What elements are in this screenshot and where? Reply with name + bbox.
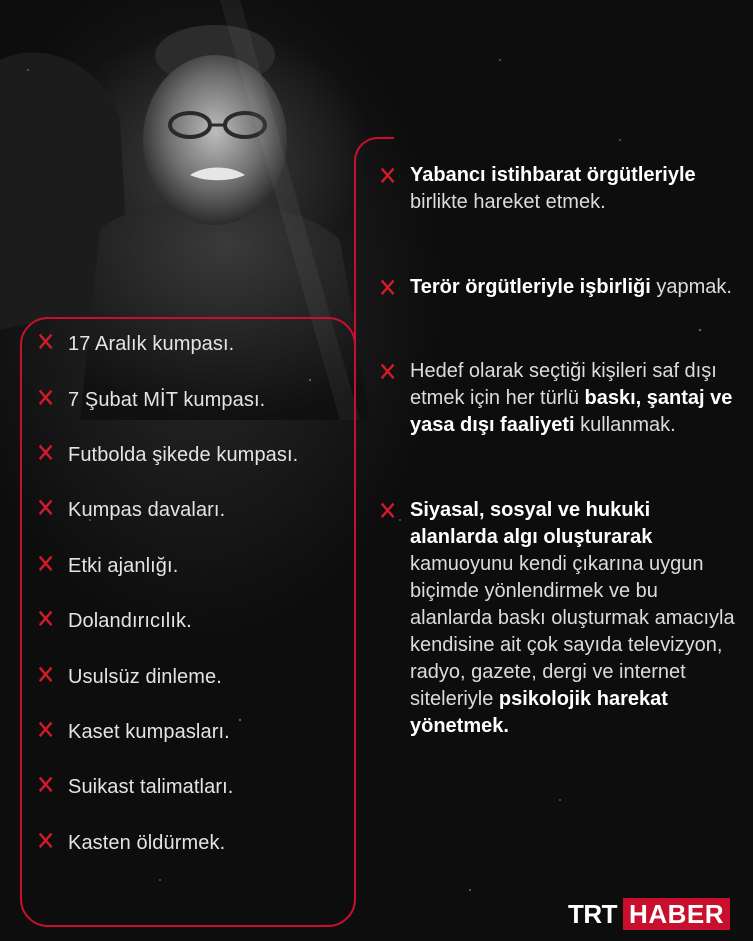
list-item: Dolandırıcılık. xyxy=(68,610,192,632)
x-bullet-icon: ✕ xyxy=(36,493,56,524)
right-list-item xyxy=(410,162,740,216)
item-text: kullanmak. xyxy=(574,414,676,436)
logo-trt-text: TRT xyxy=(568,898,618,929)
right-list-item xyxy=(410,358,740,439)
x-bullet-icon: ✕ xyxy=(36,826,56,857)
x-bullet-icon: ✕ xyxy=(378,496,398,527)
list-item: Usulsüz dinleme. xyxy=(68,666,222,688)
list-item: Futbolda şikede kumpası. xyxy=(68,444,299,466)
item-bold-text: baskı, şantaj ve yasa dışı faaliyeti xyxy=(410,387,733,436)
x-bullet-icon: ✕ xyxy=(378,273,398,304)
x-bullet-icon: ✕ xyxy=(36,660,56,691)
x-bullet-icon: ✕ xyxy=(378,161,398,192)
item-bold-text: Siyasal, sosyal ve hukuki alanlarda algı oluşturarak xyxy=(410,499,653,548)
x-bullet-icon: ✕ xyxy=(36,383,56,414)
right-list-frame xyxy=(354,137,394,801)
list-item: Kasten öldürmek. xyxy=(68,832,226,854)
trt-haber-logo xyxy=(568,898,730,930)
list-item: Etki ajanlığı. xyxy=(68,555,179,577)
list-item: 7 Şubat MİT kumpası. xyxy=(68,389,266,411)
x-bullet-icon: ✕ xyxy=(36,770,56,801)
list-item: Kaset kumpasları. xyxy=(68,721,230,743)
item-text: kamuoyunu kendi çıkarına uygun biçimde yönlendirmek ve bu alanlarda baskı oluşturmak amacıyla kendisine ait çok sayıda televizyon, radyo, gazete, dergi ve internet siteleriyle xyxy=(410,553,735,710)
x-bullet-icon: ✕ xyxy=(378,357,398,388)
x-bullet-icon: ✕ xyxy=(36,438,56,469)
item-bold-text: Yabancı istihbarat örgütleriyle xyxy=(410,164,696,186)
x-bullet-icon: ✕ xyxy=(36,549,56,580)
right-list-item xyxy=(410,497,740,740)
list-item: 17 Aralık kumpası. xyxy=(68,333,235,355)
x-bullet-icon: ✕ xyxy=(36,327,56,358)
x-bullet-icon: ✕ xyxy=(36,715,56,746)
list-item: Kumpas davaları. xyxy=(68,499,226,521)
list-item: Suikast talimatları. xyxy=(68,776,234,798)
item-text: Hedef olarak seçtiği kişileri saf dışı etmek için her türlü xyxy=(410,360,717,409)
item-bold-text: psikolojik harekat yönetmek. xyxy=(410,688,668,737)
item-text: birlikte hareket etmek. xyxy=(410,191,606,213)
right-list-item xyxy=(410,274,740,301)
logo-haber-text: HABER xyxy=(623,898,730,930)
item-bold-text: Terör örgütleriyle işbirliği xyxy=(410,276,651,298)
x-bullet-icon: ✕ xyxy=(36,604,56,635)
item-text: yapmak. xyxy=(650,276,732,298)
